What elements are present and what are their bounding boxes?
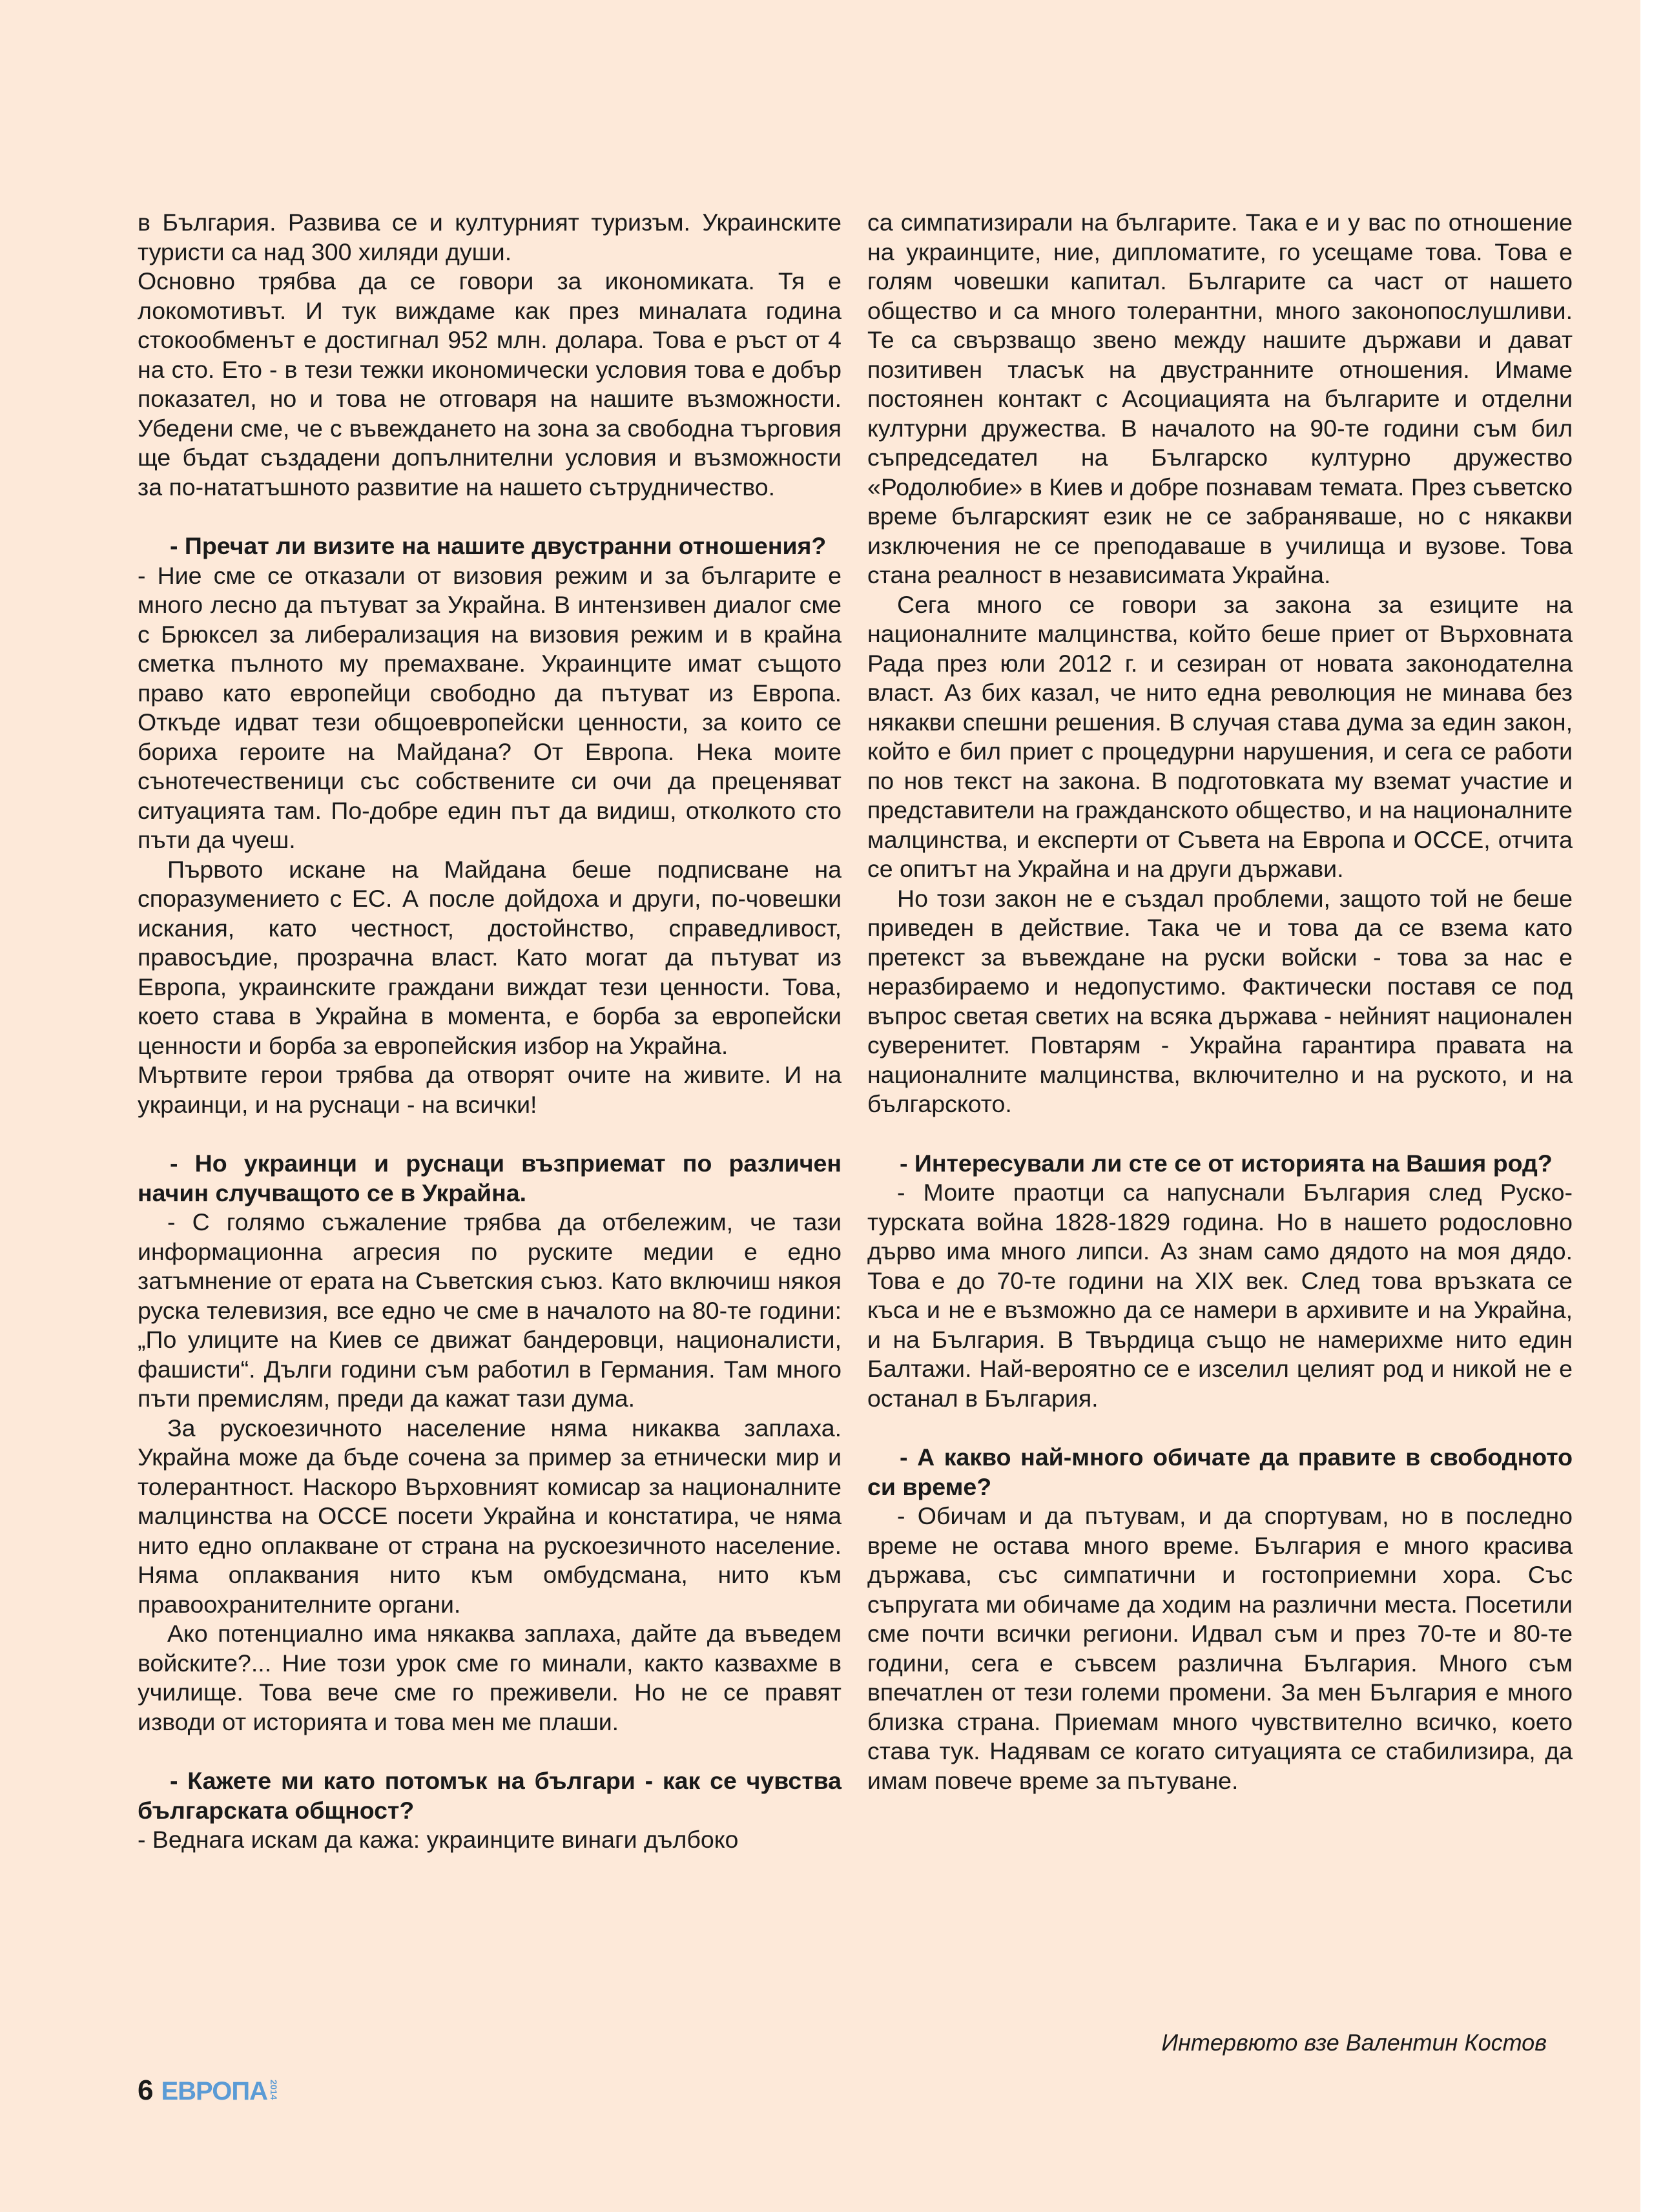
interview-question: - А какво най-много обичате да правите в свободното си време? [867, 1443, 1573, 1500]
interview-question: - Интересували ли сте се от историята на Вашия род? [900, 1149, 1553, 1177]
page-footer [138, 2074, 279, 2107]
answer-paragraph: Първото искане на Майдана беше подписване на споразумението с ЕС. А после дойдоха и други, по-човешки искания, като честност, достойнство, справедливост, правосъдие, прозрачна власт. Като могат да пътуват из Европа, украинските граждани виждат тези ценности. Това, което става в Украйна в момента, е борба за европейски ценности и борба за европейския избор на Украйна. [138, 855, 842, 1059]
answer-paragraph: - Обичам и да пътувам, и да спортувам, но в последно време не остава много време. България е много красива държава, със симпатични и гостоприемни хора. Със съпругата ми обичаме да ходим на различни места. Посетили сме почти всички региони. Идвал съм и през 70-те и 80-те години, сега е съвсем различна България. Много съм впечатлен от тези големи промени. За мен България е много близка страна. Приемам много чувствително всичко, което става тук. Надявам се когато ситуацията се стабилизира, да имам повече време за пътуване. [867, 1502, 1573, 1794]
answer-paragraph: Сега много се говори за закона за езиците на националните малцинства, който беше приет от Върховната Рада през юли 2012 г. и сезиран от новата законодателна власт. Аз бих казал, че нито една революция не минава без някакви спешни решения. В случая става дума за един закон, който е бил приет с процедурни нарушения, и сега се работи по нов текст на закона. В подготовката му вземат участие и представители на гражданското общество, и на националните малцинства, и експерти от Съвета на Европа и ОССЕ, отчита се опитът на Украйна и на други държави. [867, 590, 1573, 882]
magazine-year: 2014 [268, 2079, 279, 2100]
answer-paragraph: Но този закон не е създал проблеми, защото той не беше приведен в действие. Така че и това да се взема като претекст за въвеждане на руски войски - това за нас е неразбираемо и недопустимо. Фактически поставя се под въпрос светая светих на всяка държава - нейният национален суверенитет. Повтарям - Украйна гарантира правата на националните малцинства, включително и на руското, и на българското. [867, 884, 1573, 1117]
article-column-right [867, 208, 1573, 1795]
answer-paragraph: За рускоезичното население няма никаква заплаха. Украйна може да бъде сочена за пример за етнически мир и толерантност. Наскоро Върховният комисар за националните малцинства на ОССЕ посети Украйна и констатира, че няма нито едно оплакване от страна на рускоезичното население. Няма оплаквания нито към омбудсмана, нито към правоохранителните органи. [138, 1414, 842, 1618]
answer-paragraph: Мъртвите герои трябва да отворят очите на живите. И на украинци, и на руснаци - на всички! [138, 1061, 842, 1118]
answer-paragraph: - С голямо съжаление трябва да отбележим, че тази информационна агресия по руските медии е едно затъмнение от ерата на Съветския съюз. Като включиш някоя руска телевизия, все едно че сме в началото на 80-те години: „По улиците на Киев се движат бандеровци, националисти, фашисти“. Дълги години съм работил в Германия. Там много пъти премислям, преди да кажат тази дума. [138, 1208, 842, 1412]
interview-question: - Кажете ми като потомък на българи - как се чувства българската общност? [138, 1767, 842, 1824]
page-edge [1640, 0, 1663, 2212]
answer-paragraph: - Моите праотци са напуснали България след Руско-турската война 1828-1829 година. Но в нашето родословно дърво има много липси. Аз знам само дядото на моя дядо. Това е до 70-те години на XIX век. След това връзката се къса и не е възможно да се намери в архивите и на Украйна, и на България. В Твърдица също не намерихме нито един Балтажи. Най-вероятно се е изселил целият род и никой не е останал в България. [867, 1179, 1573, 1412]
interview-question: - Пречат ли визите на нашите двустранни отношения? [170, 532, 827, 559]
article-column-left [138, 208, 842, 1855]
answer-paragraph: са симпатизирали на българите. Така е и у вас по отношение на украинците, ние, дипломатите, го усещаме това. Това е голям човешки капитал. Българите са част от нашето общество и са много толерантни, много законопослушливи. Те са свързващо звено между нашите държави и дават позитивен тласък на двустранните отношения. Имаме постоянен контакт с Асоциацията на българите и отделни културни дружества. В началото на 90-те години съм бил съпредседател на Българско културно дружество «Родолюбие» в Киев и добре познавам темата. През съветско време българският език не се забраняваше, но с някакви изключения не се преподаваше в училища и вузове. Това стана реалност в независимата Украйна. [867, 209, 1573, 588]
magazine-logo: ЕВРОПА [161, 2077, 267, 2105]
answer-paragraph: - Веднага искам да кажа: украинците винаги дълбоко [138, 1826, 739, 1853]
page-number: 6 [138, 2074, 154, 2106]
interview-question: - Но украинци и руснаци възприемат по различен начин случващото се в Украйна. [138, 1150, 842, 1206]
interviewer-credit: Интервюто взе Валентин Костов [1161, 2029, 1547, 2056]
answer-paragraph: в България. Развива се и културният туризъм. Украинските туристи са над 300 хиляди души. [138, 209, 842, 265]
answer-paragraph: Ако потенциално има някаква заплаха, дайте да въведем войските?... Ние този урок сме го минали, както казвахме в училище. Това вече сме го преживели. Но не се правят изводи от историята и това мен ме плаши. [138, 1620, 842, 1735]
answer-paragraph: - Ние сме се отказали от визовия режим и за българите е много лесно да пътуват за Украйна. В интензивен диалог сме с Брюксел за либерализация на визовия режим и в крайна сметка пълното му премахване. Украинците имат същото право като европейци свободно да пътуват из Европа. Откъде идват тези общоевропейски ценности, за които се бориха героите на Майдана? От Европа. Нека моите сънотечественици със собствените си очи да преценяват ситуацията там. По-добре един път да видиш, отколкото сто пъти да чуеш. [138, 561, 842, 853]
answer-paragraph: Основно трябва да се говори за икономиката. Тя е локомотивът. И тук виждаме как през миналата година стокообменът е достигнал 952 млн. долара. Това е ръст от 4 на сто. Ето - в тези тежки икономически условия това е добър показател, но и това не отговаря на нашите възможности. Убедени сме, че с въвеждането на зона за свободна търговия ще бъдат създадени допълнителни условия и възможности за по-нататъшното развитие на нашето сътрудничество. [138, 267, 842, 501]
